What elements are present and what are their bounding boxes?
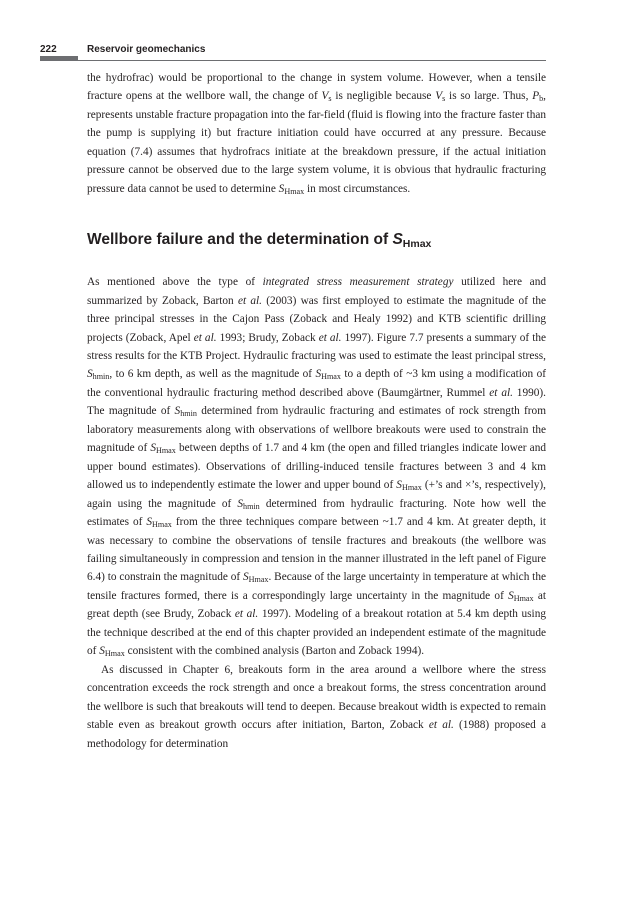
paragraph-3: As discussed in Chapter 6, breakouts form in the area around a wellbore where the stress concentration exceeds the rock strength and once a breakout forms, the stress concentration around the wellbore is such that breakouts will tend to deepen. Because breakout width is expected to remain stable even as breakout growth occurs after initiation, Barton, Zoback et al. (1988) proposed a methodology for determination bbox=[87, 663, 546, 750]
paragraph-2: As mentioned above the type of integrated stress measurement strategy utilized here and summarized by Zoback, Barton et al. (2003) was first employed to estimate the magnitude of the three principal stresses in the Cajon Pass (Zoback and Healy 1992) and KTB scientific drilling projects (Zoback, Apel et al. 1993; Brudy, Zoback et al. 1997). Figure 7.7 presents a summary of the stress results for the KTB Project. Hydraulic fracturing was used to estimate the least principal stress, $S_{hmin}$, to 6 km depth, as well as the magnitude of $S_{Hmax}$ to a depth of ~3 km using a modification of the conventional hydraulic fracturing method described above (Baumgärtner, Rummel et al. 1990). The magnitude of $S_{hmin}$ determined from hydraulic fracturing and estimates of rock strength from laboratory measurements along with observations of wellbore breakouts were used to constrain the magnitude of $S_{Hmax}$ between depths of 1.7 and 4 km (the open and filled triangles indicate lower and upper bound estimates). Observations of drilling-induced tensile fractures between 3 and 4 km allowed us to independently estimate the lower and upper bound of $S_{Hmax}$ (+’s and ×’s, respectively), again using the magnitude of $S_{hmin}$ determined from hydraulic fracturing. Note how well the estimates of $S_{Hmax}$ from the three techniques compare between ~1.7 and 4 km. At greater depth, it was necessary to combine the observations of tensile fractures and breakouts (the wellbore was failing simultaneously in compression and tension in the manner illustrated in the left panel of Figure 6.4) to constrain the magnitude of $S_{Hmax}$. Because of the large uncertainty in temperature at which the tensile fractures formed, there is a correspondingly large uncertainty in the magnitude of $S_{Hmax}$ at great depth (see Brudy, Zoback et al. 1997). Modeling of a breakout rotation at 5.4 km depth using the technique described at the end of this chapter provided an independent estimate of the magnitude of $S_{Hmax}$ consistent with the combined analysis (Barton and Zoback 1994). bbox=[87, 276, 547, 659]
header-rule bbox=[78, 60, 546, 61]
page-body bbox=[87, 69, 546, 753]
header-rule-accent bbox=[40, 56, 78, 61]
page-number: 222 bbox=[40, 44, 57, 55]
running-title: Reservoir geomechanics bbox=[87, 44, 206, 55]
paragraph-1: the hydrofrac) would be proportional to the change in system volume. However, when a tensile fracture opens at the wellbore wall, the change of $V_s$ is negligible because $V_s$ is so large. Thus, $P_b$, represents unstable fracture propagation into the far-field (fluid is flowing into the fracture faster than the pump is supplying it) but fracture initiation could have occurred at any pressure. Because equation (7.4) assumes that hydrofracs initiate at the breakdown pressure, if the actual initiation pressure cannot be observed due to the large system volume, it is obvious that hydraulic fracturing pressure data cannot be used to determine $S_{Hmax}$ in most circumstances. bbox=[87, 72, 547, 196]
running-header bbox=[40, 43, 546, 59]
section-heading: Wellbore failure and the determination of $S_{Hmax}$ bbox=[87, 231, 432, 251]
